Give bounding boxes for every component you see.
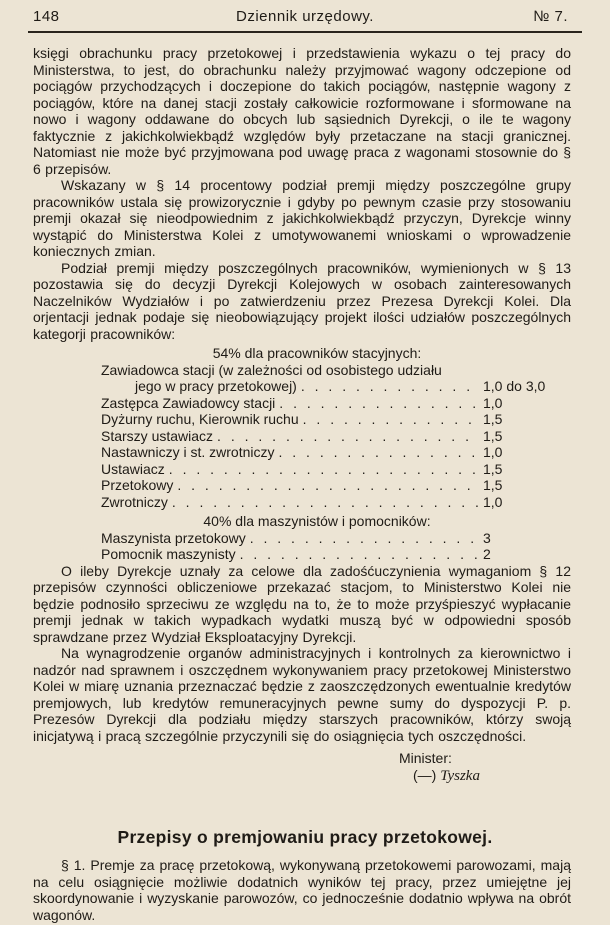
dot-leader: [279, 395, 479, 412]
row-name: Zwrotniczy: [101, 493, 168, 510]
list-row: [33, 395, 571, 412]
signature-line: [399, 767, 571, 785]
row-name: Zastępca Zawiadowcy stacji: [101, 394, 276, 411]
row-value: 1,0: [483, 394, 503, 411]
list-row: [33, 546, 571, 563]
list-row: [33, 378, 571, 395]
signature-prefix: (—): [413, 767, 437, 783]
paragraph-2: Wskazany w § 14 procentowy podział premji między poszczególne grupy pracowników ustala się prowizorycznie i gdyby po pewnym czasie przy stosowaniu premji okazał się nieodpowiednim z jakichkolwiekbądź przyczyn, Dyrekcje winny wystąpić do Ministerstwa Kolei z umotywowanemi wnioskami o wprowadzenie koniecznych zmian.: [33, 177, 571, 259]
row-name: Nastawniczy i st. zwrotniczy: [101, 444, 275, 460]
section-paragraph: § 1. Premje za pracę przetokową, wykonywaną przetokowemi parowozami, mają na celu osiągnięcie możliwie dodatnich wyników tej pracy, przez umiejętne jej skoordynowanie i wyzyskanie parowozów, co jednocześnie dodatnio wpływa na obrót wagonów.: [33, 857, 571, 923]
main-text: [33, 45, 571, 785]
row-name: Zawiadowca stacji (w zależności od osobistego udziału: [101, 361, 442, 378]
page-number: 148: [33, 8, 60, 25]
dot-leader: [169, 461, 479, 478]
row-value: 1,5: [483, 427, 503, 444]
station-list-title: 54% dla pracowników stacyjnych:: [212, 345, 422, 361]
dot-leader: [172, 494, 479, 511]
row-name: Pomocnik maszynisty: [101, 546, 236, 562]
row-value: 1,0 do 3,0: [483, 378, 546, 394]
page-header: [0, 0, 610, 32]
list-row: [33, 461, 571, 478]
header-rule: [28, 31, 582, 33]
station-list: [33, 362, 571, 511]
row-value: 1,5: [483, 477, 503, 493]
dot-leader: [301, 378, 479, 395]
row-value: 1,5: [483, 460, 503, 477]
list-row: [33, 362, 571, 379]
paragraph-3: Podział premji między poszczególnych pracowników, wymienionych w § 13 pozostawia się do decyzji Dyrekcji Kolejowych w osobach zainteresowanych Naczelników Wydziałów i po zatwierdzeniu przez Prezesa Dyrekcji Kolei. Dla orjentacji jednak podaje się nieobowiązujący projekt ilości udziałów poszczególnych kategorji pracowników:: [33, 259, 571, 342]
dot-leader: [303, 411, 479, 428]
dot-leader: [217, 428, 479, 445]
row-name: Dyżurny ruchu, Kierownik ruchu: [101, 411, 299, 427]
row-name: Maszynista przetokowy: [101, 529, 246, 546]
dot-leader: [240, 546, 479, 563]
driver-list-title: 40% dla maszynistów i pomocników:: [203, 513, 431, 529]
issue-number: № 7.: [533, 8, 568, 25]
journal-title: Dziennik urzędowy.: [236, 8, 374, 25]
list-row: [33, 411, 571, 428]
row-name: Ustawiacz: [101, 460, 165, 477]
row-name: jego w pracy przetokowej): [135, 378, 297, 394]
row-name: Przetokowy: [101, 477, 174, 493]
list-row: [33, 530, 571, 547]
list-row: [33, 494, 571, 511]
row-value: 3: [483, 529, 491, 546]
signature-role: Minister:: [399, 750, 452, 766]
row-name: Starszy ustawiacz: [101, 427, 214, 444]
section-title: Przepisy o premjowaniu pracy przetokowej.: [117, 827, 493, 847]
driver-list: [33, 530, 571, 563]
signature-name: Tyszka: [440, 768, 480, 784]
row-value: 2: [483, 546, 491, 562]
signature-block: [399, 750, 571, 785]
dot-leader: [250, 530, 479, 547]
paragraph-1: księgi obrachunku pracy przetokowej i przedstawienia wykazu o tej pracy do Ministerstwa, to jest, do obrachunku należy przyjmować wagony odczepione od pociągów przychodzących i doczepione do takich pociągów, następnie wagony z pociągów, które na danej stacji zostały całkowicie rozformowane i sformowane na nowo i wagony oddawane do obcych lub sąsiednich Dyrekcji, o ile te wagony faktycznie z jakichkolwiekbądź względów były przetaczane na stacji granicznej. Natomiast nie może być przyjmowana pod uwagę praca z wagonami stosownie do § 6 przepisów.: [33, 45, 571, 177]
row-value: 1,0: [483, 493, 503, 510]
list-row: [33, 477, 571, 494]
list-row: [33, 444, 571, 461]
section-body: [33, 857, 571, 923]
row-value: 1,0: [483, 444, 503, 460]
dot-leader: [177, 477, 479, 494]
paragraph-5: Na wynagrodzenie organów administracyjnych i kontrolnych za kierownictwo i nadzór nad sprawnem i oszczędnem wykonywaniem pracy przetokowej Ministerstwo Kolei w miarę uznania przeznaczać będzie z zaoszczędzonych ewentualnie kredytów premjowych, lub kredytów remuneracyjnych pewne sumy do dyspozycji P. p. Prezesów Dyrekcji dla podziału między starszych pracowników, którzy swoją inicjatywą i pracą szczególnie przyczynili się do osiągnięcia tych oszczędności.: [33, 645, 571, 744]
dot-leader: [278, 444, 479, 461]
paragraph-4: O ileby Dyrekcje uznały za celowe dla zadośćuczynienia wymaganiom § 12 przepisów czynności obliczeniowe przekazać stacjom, to Ministerstwo Kolei nie będzie podnosiło sprzeciwu ze względu na to, że to może przyśpieszyć wypłacanie premji jednak w takich wypadkach wydatki muszą być w odpowiedni sposób sprawdzane przez Wydział Eksploatacyjny Dyrekcji.: [33, 562, 571, 645]
list-row: [33, 428, 571, 445]
row-value: 1,5: [483, 411, 503, 427]
